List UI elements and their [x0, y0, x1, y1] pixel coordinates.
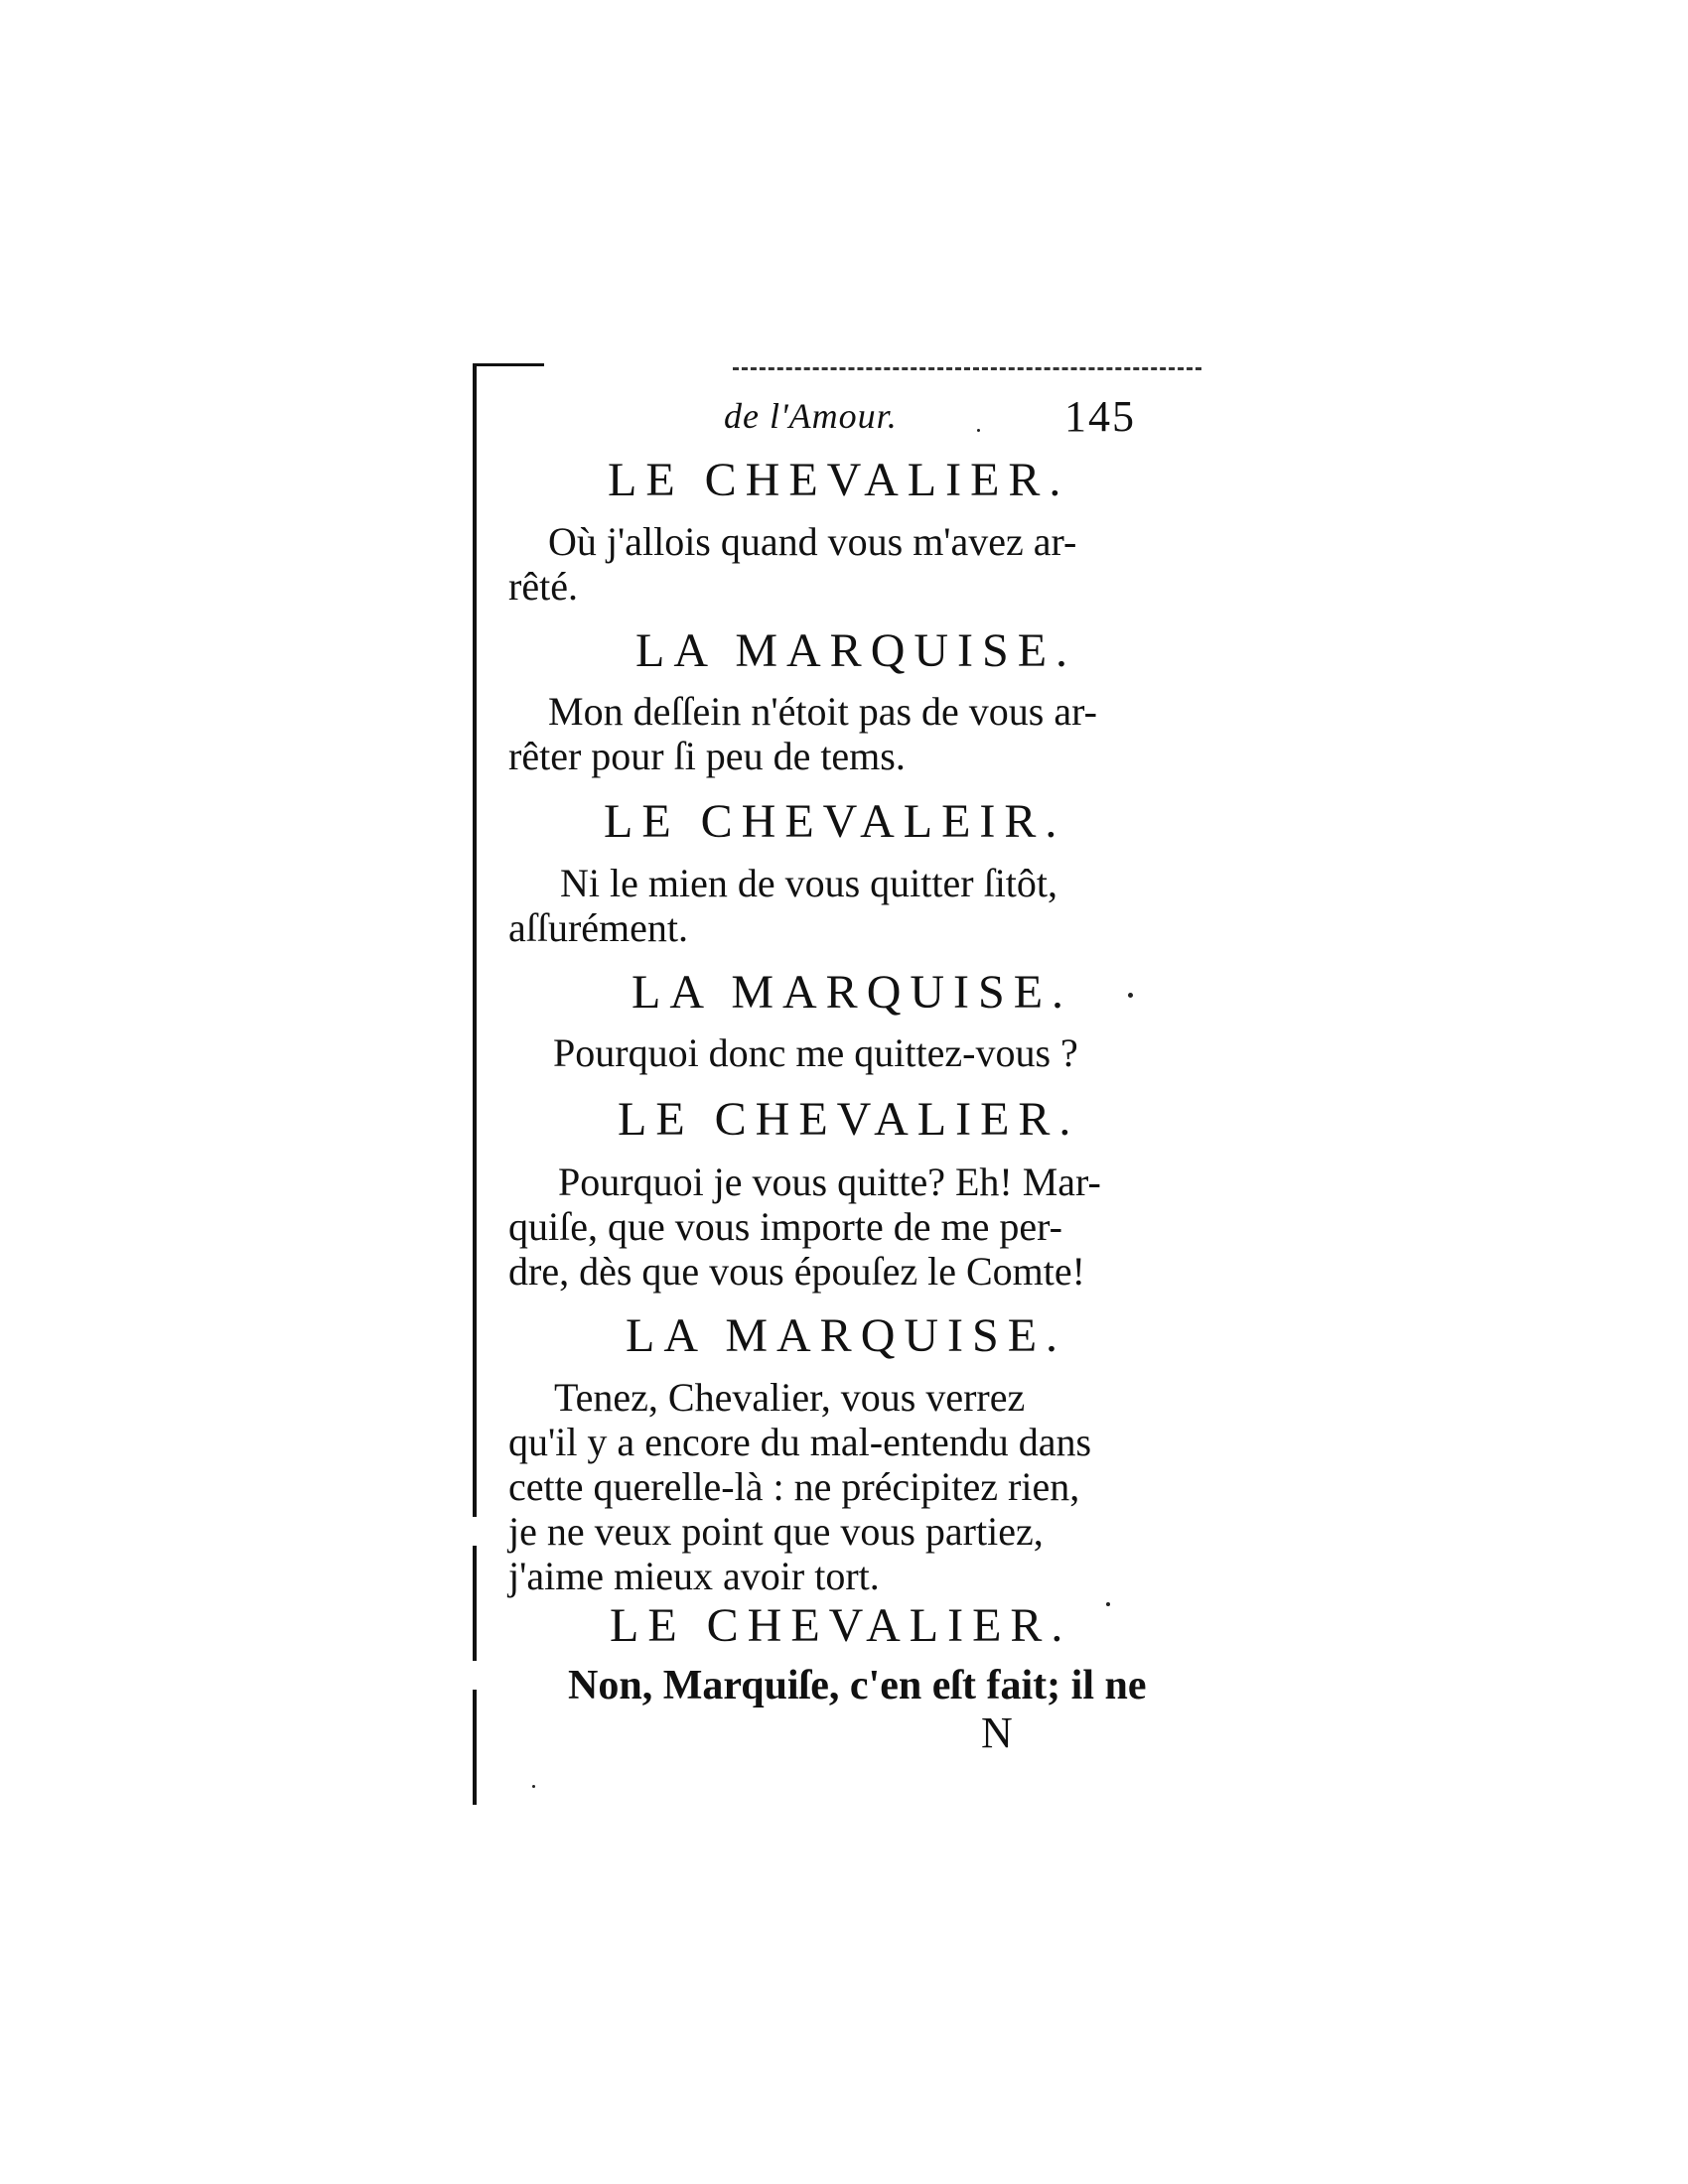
- speech-line: je ne veux point que vous partiez,: [508, 1509, 1044, 1554]
- signature-mark: N: [981, 1708, 1013, 1757]
- speech-line: quiſe, que vous importe de me per-: [508, 1204, 1062, 1249]
- speech-line: Mon deſſein n'étoit pas de vous ar-: [548, 689, 1097, 734]
- speaker-name: LA MARQUISE.: [626, 1309, 1067, 1362]
- speech-line: dre, dès que vous épouſez le Comte!: [508, 1249, 1085, 1294]
- speech-line: Ni le mien de vous quitter ſitôt,: [560, 861, 1058, 905]
- speech-line: Pourquoi je vous quitte? Eh! Mar-: [558, 1160, 1101, 1204]
- speech-line: Tenez, Chevalier, vous verrez: [554, 1375, 1026, 1420]
- speaker-name: LE CHEVALEIR.: [604, 795, 1066, 848]
- speech-line: Pourquoi donc me quittez-vous ?: [553, 1030, 1078, 1075]
- speech-line: rêté.: [508, 564, 578, 609]
- speaker-name: LA MARQUISE.: [635, 624, 1077, 677]
- page-border-corner: [473, 363, 544, 366]
- ink-speck: [977, 429, 980, 432]
- speech-text: [508, 689, 1156, 778]
- speech-text: [508, 1160, 1156, 1294]
- speech-text: [508, 1375, 1156, 1598]
- speech-text: [508, 519, 1156, 609]
- speech-line: Où j'allois quand vous m'avez ar-: [548, 519, 1077, 564]
- speaker-name: LE CHEVALIER.: [618, 1093, 1080, 1146]
- speech-line: aſſurément.: [508, 905, 689, 950]
- ink-speck: [1128, 993, 1133, 998]
- speech-line: j'aime mieux avoir tort.: [508, 1554, 880, 1598]
- page-border-left: [473, 365, 477, 1805]
- speech-text: [508, 1664, 1156, 1708]
- speech-line: Non, Marquiſe, c'en eſt fait; il ne: [568, 1663, 1147, 1708]
- ink-speck: [532, 1785, 535, 1788]
- speaker-name: LE CHEVALIER.: [608, 454, 1070, 506]
- page-border-top: [733, 367, 1201, 370]
- speech-line: cette querelle-là : ne précipitez rien,: [508, 1464, 1080, 1509]
- speaker-name: LA MARQUISE.: [632, 966, 1073, 1019]
- speech-text: [508, 1030, 1156, 1075]
- speaker-name: LE CHEVALIER.: [610, 1599, 1072, 1652]
- page-number: 145: [1064, 392, 1136, 441]
- running-head: de l'Amour.: [724, 396, 898, 436]
- speech-line: rêter pour ſi peu de tems.: [508, 734, 906, 778]
- speech-text: [508, 861, 1156, 950]
- ink-speck: [1106, 1602, 1110, 1606]
- speech-line: qu'il y a encore du mal-entendu dans: [508, 1420, 1092, 1464]
